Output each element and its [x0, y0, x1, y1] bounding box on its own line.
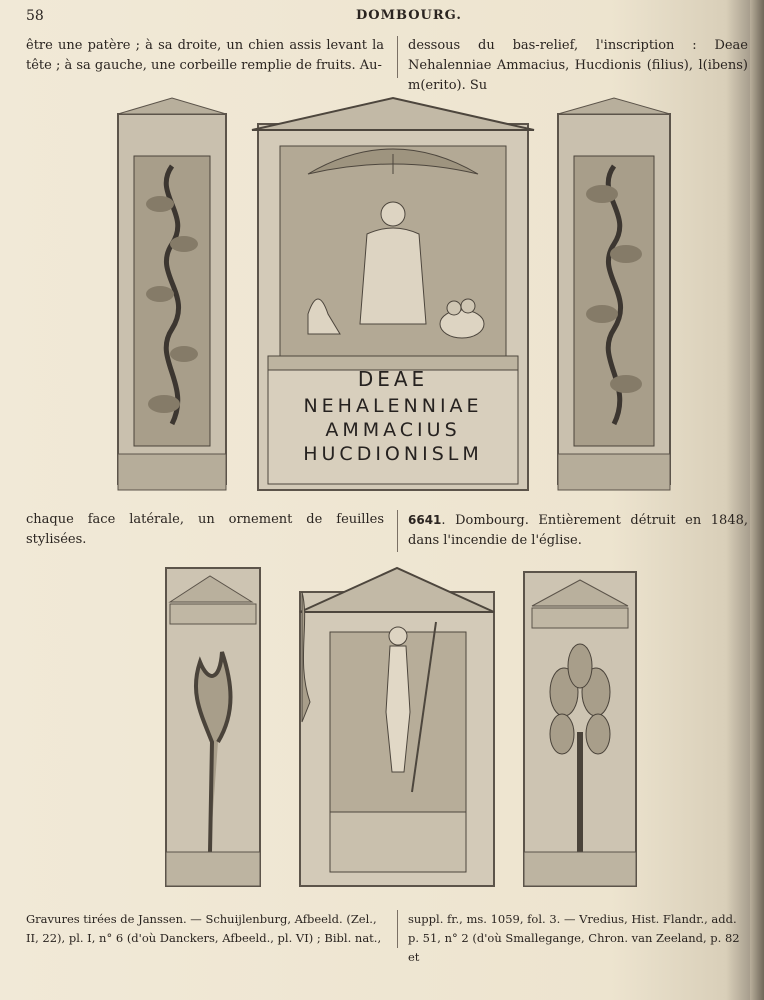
entry-text: . Dombourg. Entièrement détruit en 1848, dans l'incendie de l'église.	[408, 513, 748, 548]
page-header	[26, 8, 738, 28]
page-number: 58	[26, 8, 44, 24]
bottom-central-altar	[300, 568, 494, 886]
bottom-caption-left: Gravures tirées de Janssen. — Schuijlenburg, Afbeeld. (Zel., II, 22), pl. I, n° 6 (d'où Danckers, Afbeeld., pl. VI) ; Bibl. nat.,	[26, 912, 382, 945]
bottom-caption-right: suppl. fr., ms. 1059, fol. 3. — Vredius, Hist. Flandr., add. p. 51, n° 2 (d'où Smallegange, Chron. van Zeeland, p. 82 et	[408, 912, 740, 964]
inscription-line-1: DEAE	[357, 367, 429, 391]
top-text-right: dessous du bas-relief, l'inscription : Deae Nehalenniae Ammacius, Hucdionis (filius), l(ibens) m(erito). Su	[408, 38, 748, 93]
column-divider-top	[397, 36, 398, 78]
engraving-nehalennia-altar	[112, 94, 682, 496]
column-divider-middle	[397, 510, 398, 552]
page-edge-shadow	[750, 0, 764, 1000]
inscription-line-3: AMMACIUS	[325, 419, 461, 441]
right-side-panel	[558, 98, 670, 490]
entry-6641	[408, 510, 748, 551]
bottom-left-side-panel	[166, 568, 260, 886]
central-altar	[252, 98, 534, 490]
column-divider-bottom	[397, 910, 398, 948]
inscription-line-2: NEHALENNIAE	[303, 395, 483, 417]
page-title: DOMBOURG.	[356, 8, 462, 23]
left-side-panel	[118, 98, 226, 490]
middle-text-left: chaque face latérale, un ornement de feuilles stylisées.	[26, 512, 384, 547]
top-text-left: être une patère ; à sa droite, un chien assis levant la tête ; à sa gauche, une corbeille remplie de fruits. Au-	[26, 38, 384, 73]
bottom-right-side-panel	[524, 572, 636, 886]
engraving-second-altar	[160, 562, 642, 892]
entry-number: 6641	[408, 513, 442, 527]
inscription-line-4: HUCDIONISLM	[303, 443, 483, 465]
